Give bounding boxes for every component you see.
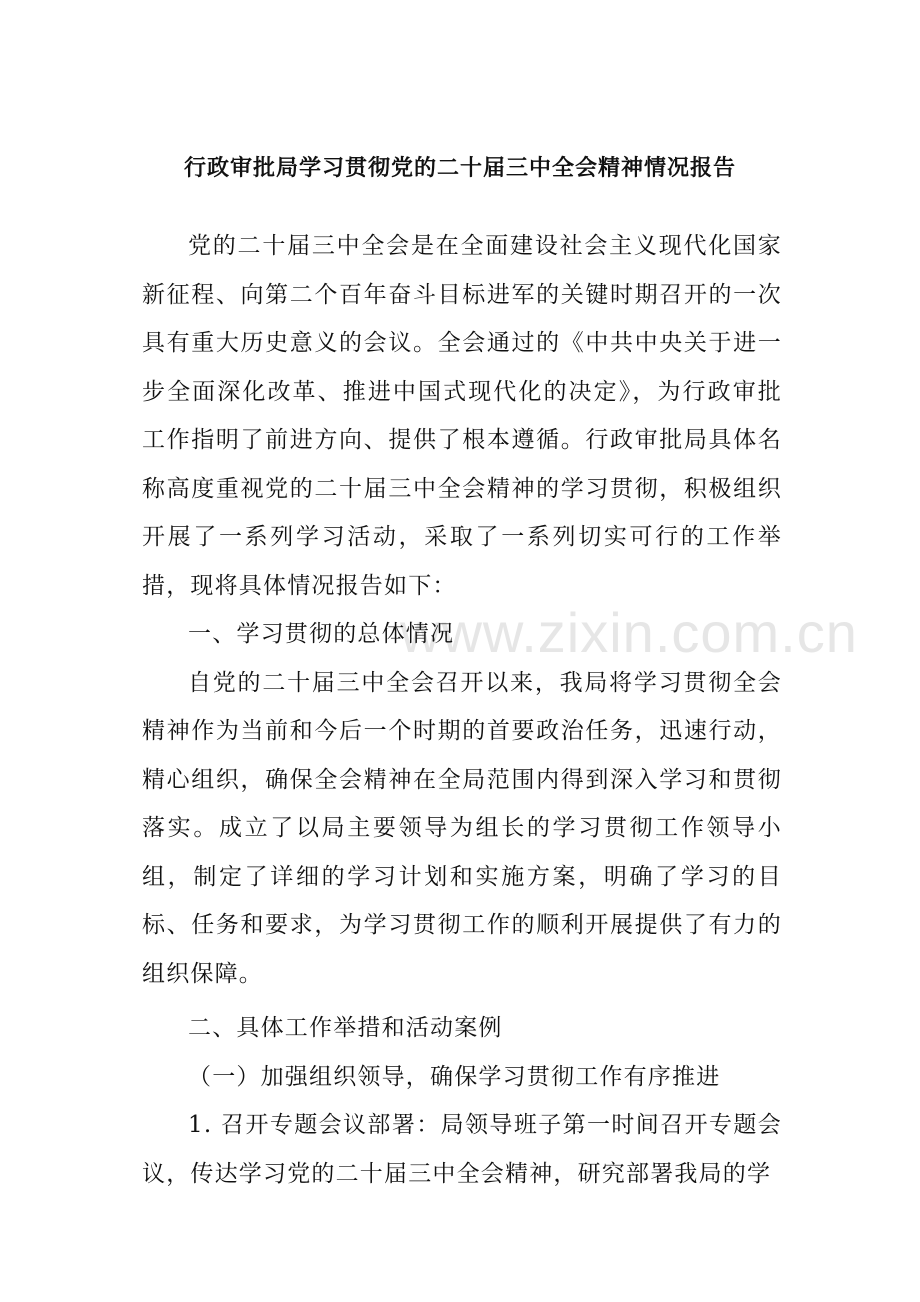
document-body	[142, 222, 782, 1198]
item-1-paragraph: 1. 召开专题会议部署：局领导班子第一时间召开专题会议，传达学习党的二十届三中全会精神，研究部署我局的学	[142, 1112, 782, 1187]
section-1-paragraph: 自党的二十届三中全会召开以来，我局将学习贯彻全会精神作为当前和今后一个时期的首要政治任务，迅速行动，精心组织，确保全会精神在全局范围内得到深入学习和贯彻落实。成立了以局主要领导为组长的学习贯彻工作领导小组，制定了详细的学习计划和实施方案，明确了学习的目标、任务和要求，为学习贯彻工作的顺利开展提供了有力的组织保障。	[142, 669, 782, 987]
section-heading-1: 一、学习贯彻的总体情况	[188, 621, 455, 647]
section-heading-2: 二、具体工作举措和活动案例	[188, 1015, 503, 1041]
intro-paragraph: 党的二十届三中全会是在全面建设社会主义现代化国家新征程、向第二个百年奋斗目标进军的关键时期召开的一次具有重大历史意义的会议。全会通过的《中共中央关于进一步全面深化改革、推进中国式现代化的决定》，为行政审批工作指明了前进方向、提供了根本遵循。行政审批局具体名称高度重视党的二十届三中全会精神的学习贯彻，积极组织开展了一系列学习活动，采取了一系列切实可行的工作举措，现将具体情况报告如下：	[142, 233, 782, 599]
subsection-heading-1: （一）加强组织领导，确保学习贯彻工作有序推进	[188, 1063, 721, 1090]
watermark: www.zixin.com.cn	[400, 601, 858, 664]
document-title: 行政审批局学习贯彻党的二十届三中全会精神情况报告	[183, 155, 736, 181]
